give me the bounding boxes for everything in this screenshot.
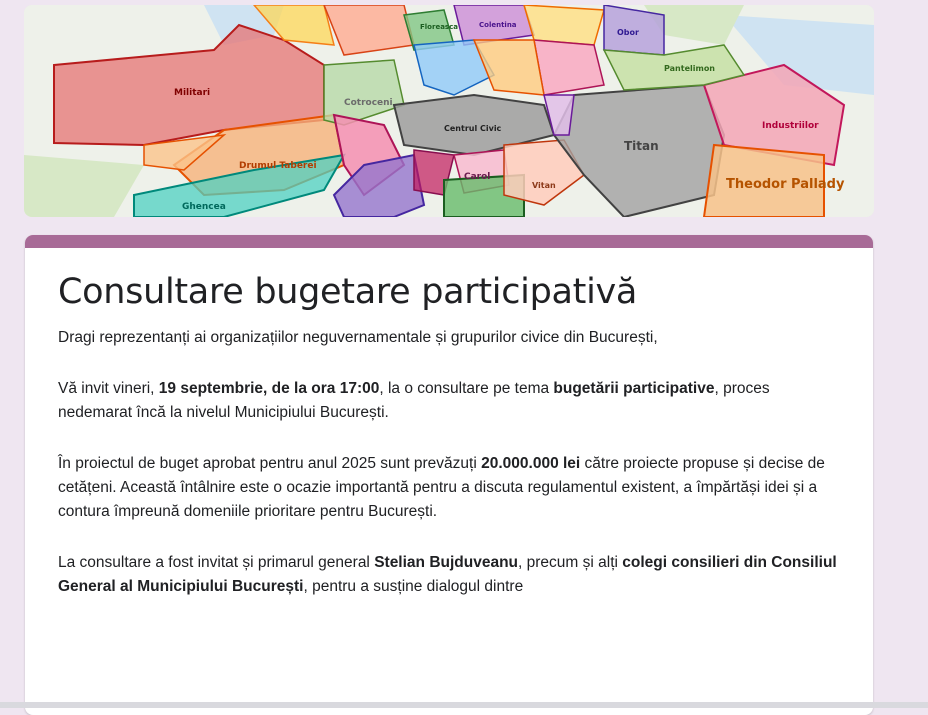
bottom-edge-shade (0, 702, 928, 708)
map-label-drumul-taberei: Drumul Taberei (239, 161, 317, 171)
map-label-cotroceni: Cotroceni (344, 98, 393, 108)
card-body (25, 248, 873, 599)
map-label-colentina: Colentina (479, 21, 517, 29)
card-accent-bar (25, 235, 873, 248)
text-span: , la o consultare pe tema (379, 380, 554, 397)
bold-mayor-name: Stelian Bujduveanu (374, 554, 519, 571)
map-label-theodor-pallady: Theodor Pallady (726, 177, 845, 192)
text-span: , precum și alți (518, 554, 623, 571)
map-label-centrul-civic: Centrul Civic (444, 124, 502, 133)
map-label-obor: Obor (617, 28, 639, 37)
header-banner-map (24, 5, 874, 217)
map-label-ghencea: Ghencea (182, 202, 226, 212)
map-label-floreasca: Floreasca (420, 23, 458, 31)
description-budget (58, 452, 841, 524)
bold-councillors: colegi consilieri din Consiliul General al Municipiului București (58, 554, 837, 595)
form-title: Consultare bugetare participativă (58, 272, 638, 312)
text-span: , pentru a susține dialogul dintre (303, 578, 524, 595)
map-label-carol: Carol (464, 172, 491, 182)
map-label-industriilor: Industriilor (762, 121, 819, 131)
bold-amount: 20.000.000 lei (481, 455, 581, 472)
bold-topic: bugetării participative (553, 380, 715, 397)
bold-date-time: 19 septembrie, de la ora 17:00 (158, 380, 380, 397)
text-span: către proiecte propuse și decise de cetățeni. Această întâlnire este o ocazie importantă pentru a discuta regulamentul existent, a împărtăși idei și a contura împreună domeniile prioritare pentru București. (58, 455, 825, 520)
description-greeting: Dragi reprezentanți ai organizațiilor neguvernamentale și grupurilor civice din București, (58, 329, 658, 346)
map-label-militari: Militari (174, 88, 211, 98)
description-guests (58, 551, 841, 599)
text-span: Vă invit vineri, (58, 380, 159, 397)
text-span: La consultare a fost invitat și primarul general (58, 554, 375, 571)
form-header-card (25, 235, 873, 715)
text-span: , proces nedemarat încă la nivelul Municipiului București. (58, 380, 770, 421)
text-span: În proiectul de buget aprobat pentru anul 2025 sunt prevăzuți (58, 455, 482, 472)
bucharest-districts-map (24, 5, 874, 217)
map-label-pantelimon: Pantelimon (664, 64, 716, 73)
form-description (58, 326, 841, 599)
description-invitation (58, 377, 841, 425)
map-label-titan: Titan (624, 139, 659, 153)
map-label-vitan: Vitan (532, 181, 556, 190)
